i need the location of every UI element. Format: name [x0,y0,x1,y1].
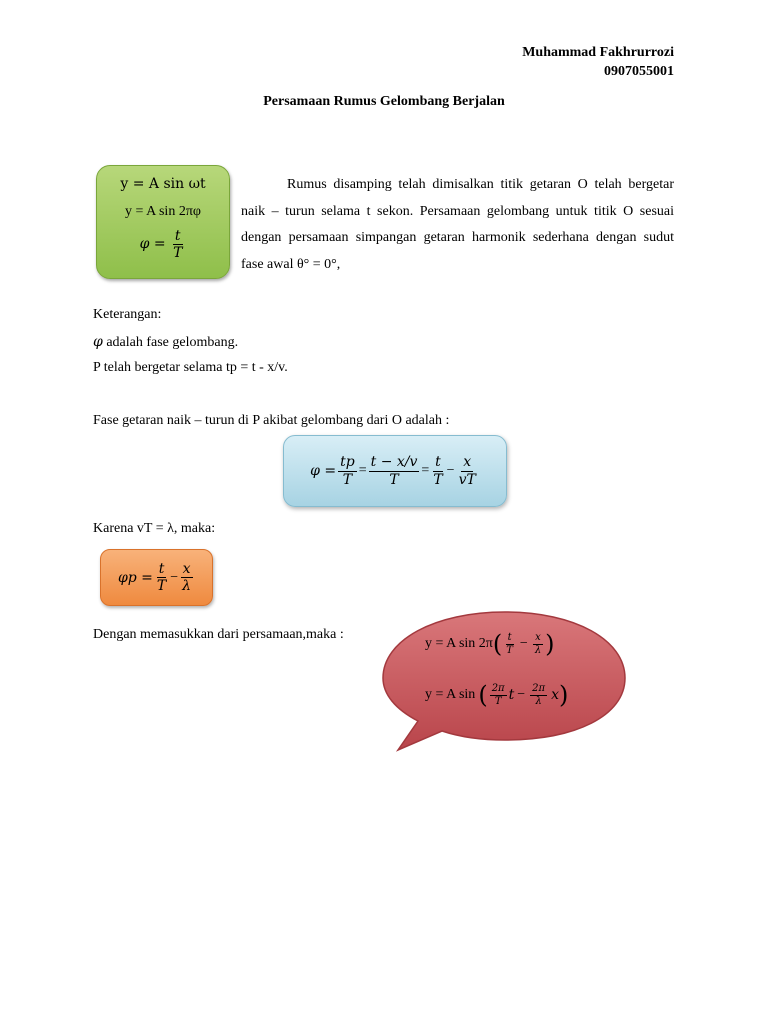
eq2-fractions [488,683,509,707]
fraction-denominator: T [494,695,502,707]
phi-symbol: φ [93,334,103,350]
green-formula-line3-fraction [171,228,184,261]
keterangan-line1-text: adalah fase gelombang. [102,335,239,350]
green-formula-box [96,165,230,279]
fraction-numerator: t [158,560,165,577]
green-formula-line3 [97,228,229,261]
left-paren: ( [478,681,488,709]
fraction-denominator: T [433,471,443,488]
fraction-numerator: 2π [532,683,546,694]
final-intro-text: Dengan memasukkan dari persamaan,maka : [93,627,344,642]
phip-lhs: φp = [117,569,153,586]
fraction-denominator: T [156,578,167,594]
minus-sign: − [446,463,455,478]
eq1-fractions [502,632,517,656]
minus-sign: − [519,636,528,651]
fraction-numerator: 2π [491,683,505,694]
fraction-denominator: T [389,471,399,488]
keterangan-heading: Keterangan: [93,307,162,322]
fraction-numerator: x [182,560,191,577]
orange-fraction-2 [180,561,193,594]
right-paren: ) [545,630,555,658]
blue-formula-box [283,435,507,507]
green-formula-line1: y = A sin ωt [120,176,206,192]
eq1-fraction-1 [504,632,515,656]
fraction-denominator: λ [534,644,542,656]
fraction-denominator: T [506,644,513,656]
minus-sign: − [170,569,179,585]
eq2-fraction-1 [490,683,507,707]
phase-fraction-3 [431,454,444,487]
fraction-numerator: x [463,454,472,471]
eq2-t: t [508,687,515,703]
equals-sign: = [358,463,367,478]
bubble-equation-1 [425,632,555,656]
minus-sign: − [517,687,526,702]
karena-text: Karena vT = λ, maka: [93,521,216,536]
eq1-fraction-2 [533,632,543,656]
eq2-fractions-2 [528,683,549,707]
fraction-denominator: T [173,245,183,262]
fraction-denominator: λ [182,578,192,594]
fraction-denominator: vT [458,471,476,488]
orange-fraction-1 [155,561,168,594]
green-formula-line3-lhs: φ = [139,235,166,252]
fraction-numerator: x [535,632,541,643]
equals-sign: = [421,463,430,478]
intro-paragraph-text: Rumus disamping telah dimisalkan titik getaran O telah bergetar naik – turun selama t sekon. Persamaan gelombang untuk titik O sesuai dengan persamaan simpangan getaran harmonik sederhana dengan sudut fase awal θ° = 0°, [241,177,674,272]
phase-fraction-2 [369,454,420,487]
fraction-numerator: t [435,454,441,471]
right-paren: ) [559,681,569,709]
eq2-x: x [551,687,560,703]
bubble-equation-2 [425,683,568,707]
page-title: Persamaan Rumus Gelombang Berjalan [263,94,505,109]
green-formula-line2: y = A sin 2πφ [125,204,201,219]
eq2-fraction-2 [530,683,547,707]
fraction-numerator: tp [340,454,355,471]
fraction-denominator: λ [535,695,542,707]
fraction-numerator: t [507,632,512,643]
fraction-numerator: t [174,228,181,244]
fraction-numerator: t − x/v [370,454,418,471]
eq1-fractions-2 [531,632,545,656]
phase-formula-lhs: φ = [310,463,337,479]
author-name: Muhammad Fakhrurrozi [522,45,674,60]
keterangan-line1 [93,334,238,351]
red-speech-bubble [380,610,630,760]
eq2-prefix: y = A sin [425,687,476,702]
orange-formula-box [100,549,213,606]
student-id: 0907055001 [604,64,674,79]
intro-paragraph [241,172,674,278]
phase-fraction-4 [457,454,478,487]
fraction-denominator: T [342,471,353,488]
phase-intro-text: Fase getaran naik – turun di P akibat gelombang dari O adalah : [93,413,450,428]
keterangan-line2: P telah bergetar selama tp = t - x/v. [93,360,288,375]
left-paren: ( [492,630,503,658]
eq1-prefix: y = A sin 2π [425,636,493,651]
phase-fraction-1 [338,454,357,487]
